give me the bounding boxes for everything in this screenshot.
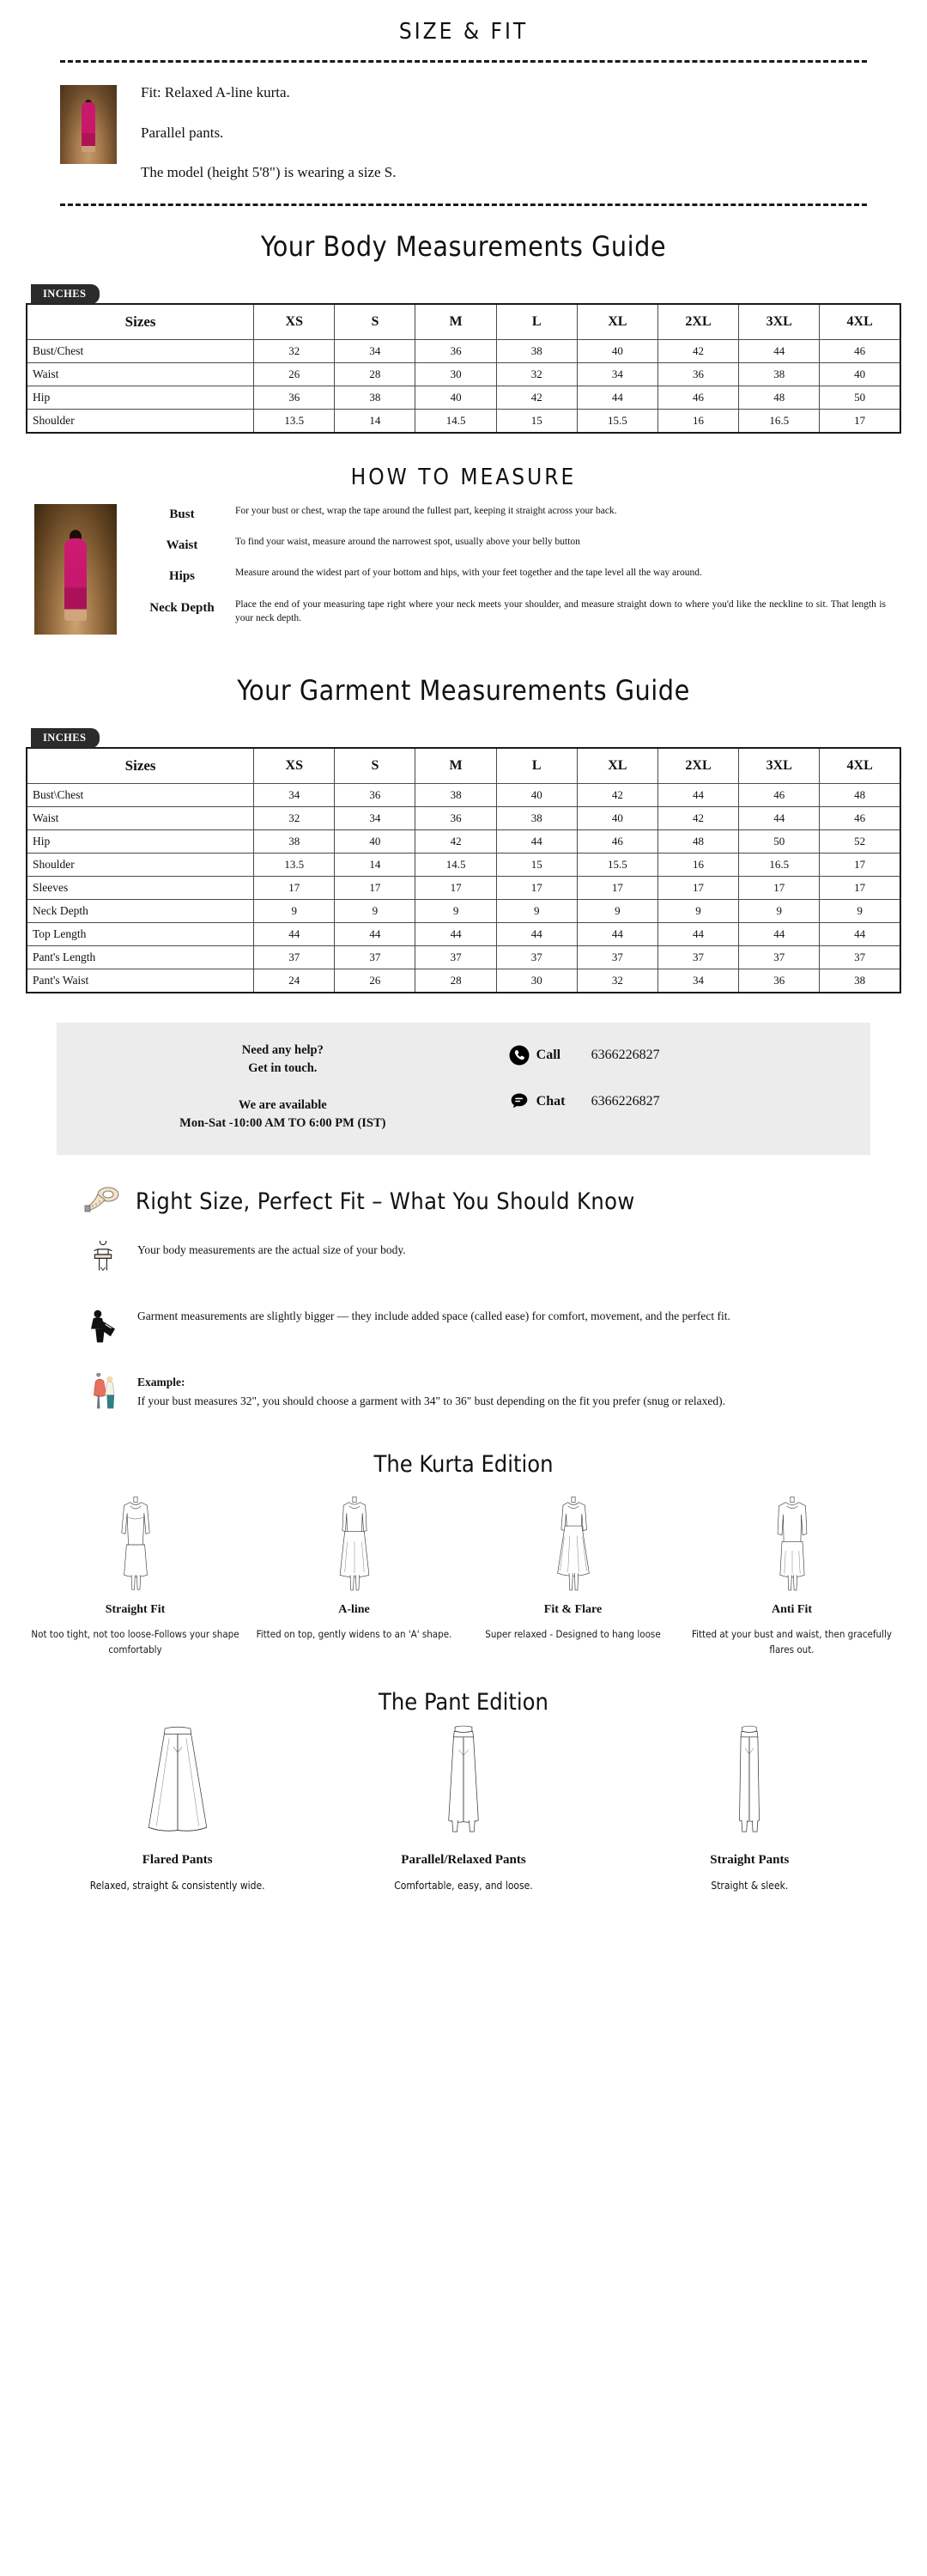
cell: 46 (577, 830, 657, 854)
measure-description: For your bust or chest, wrap the tape around the fullest part, keeping it straight across your back. (235, 506, 617, 517)
cell: 42 (657, 340, 738, 363)
phone-icon (509, 1045, 530, 1066)
cell: 14 (335, 854, 415, 877)
cell: 9 (577, 900, 657, 923)
call-contact-item[interactable] (509, 1045, 870, 1066)
kurta-desc: Fitted at your bust and waist, then gracefully flares out. (692, 1628, 892, 1656)
know-section-header (0, 1155, 927, 1218)
cell: 37 (496, 946, 577, 969)
cell: 9 (496, 900, 577, 923)
cell: 46 (657, 386, 738, 410)
table-row (27, 807, 900, 830)
kurta-name: Fit & Flare (543, 1603, 603, 1617)
cell: 44 (496, 830, 577, 854)
know-point-2-text: Garment measurements are slightly bigger — they include added space (called ease) for comfort, movement, and the perfect fit. (137, 1309, 730, 1323)
cell: 46 (739, 784, 820, 807)
help-line-2: Get in touch. (248, 1061, 318, 1076)
col-header-3xl: 3XL (739, 748, 820, 784)
cell: 36 (739, 969, 820, 993)
body-measure-icon (82, 1241, 124, 1285)
table-header-row (27, 304, 900, 340)
cell: 42 (496, 386, 577, 410)
cell: 36 (415, 807, 496, 830)
body-guide-title: Your Body Measurements Guide (260, 230, 667, 264)
kurta-edition-grid (0, 1492, 927, 1658)
garment-guide-title: Your Garment Measurements Guide (237, 674, 690, 708)
cell: 26 (254, 363, 335, 386)
cell: 44 (254, 923, 335, 946)
kurta-name: Anti Fit (771, 1603, 813, 1617)
pant-name: Parallel/Relaxed Pants (401, 1852, 526, 1867)
fit-description-list (117, 85, 397, 181)
row-label: Waist (27, 363, 254, 386)
chat-contact-item[interactable] (509, 1091, 870, 1112)
cell: 44 (657, 784, 738, 807)
row-label: Shoulder (27, 410, 254, 434)
cell: 37 (820, 946, 900, 969)
cell: 17 (820, 410, 900, 434)
pant-name: Straight Pants (710, 1852, 790, 1867)
table-row (27, 340, 900, 363)
cell: 16 (657, 854, 738, 877)
measure-term: Hips (168, 569, 195, 584)
call-label: Call (536, 1048, 561, 1063)
cell: 15 (496, 854, 577, 877)
kurta-desc: Super relaxed - Designed to hang loose (485, 1628, 661, 1641)
cell: 17 (657, 877, 738, 900)
col-header-sizes: Sizes (27, 304, 254, 340)
cell: 37 (415, 946, 496, 969)
cell: 34 (335, 340, 415, 363)
measure-item (139, 535, 893, 552)
chat-number[interactable]: 6366226827 (591, 1094, 660, 1109)
fit-line-3: The model (height 5'8") is wearing a size S. (141, 164, 397, 181)
table-row (27, 946, 900, 969)
row-label: Hip (27, 386, 254, 410)
table-row (27, 830, 900, 854)
cell: 17 (820, 877, 900, 900)
row-label: Shoulder (27, 854, 254, 877)
measure-item (139, 504, 893, 521)
kurta-name: Straight Fit (105, 1603, 166, 1617)
cell: 40 (335, 830, 415, 854)
col-header-s: S (335, 304, 415, 340)
cell: 13.5 (254, 410, 335, 434)
garment-table-body (27, 784, 900, 993)
cell: 40 (496, 784, 577, 807)
page-title: SIZE & FIT (398, 19, 529, 45)
cell: 44 (739, 807, 820, 830)
anti-fit-illustration (688, 1492, 896, 1596)
cell: 17 (415, 877, 496, 900)
cell: 13.5 (254, 854, 335, 877)
flared-pants-illustration (43, 1724, 312, 1844)
know-point-2-row (0, 1307, 927, 1351)
straight-fit-illustration (31, 1492, 239, 1596)
col-header-l: L (496, 304, 577, 340)
table-row (27, 900, 900, 923)
table-row (27, 969, 900, 993)
kurta-desc: Fitted on top, gently widens to an 'A' shape. (256, 1628, 452, 1641)
table-header-row (27, 748, 900, 784)
cell: 36 (335, 784, 415, 807)
cell: 34 (577, 363, 657, 386)
contact-text-column (57, 1042, 509, 1133)
know-point-1-row (0, 1241, 927, 1285)
table-row (27, 363, 900, 386)
contact-actions-column (509, 1042, 870, 1133)
cell: 40 (820, 363, 900, 386)
tailor-sewing-icon (82, 1307, 124, 1351)
kurta-card-anti-fit (682, 1492, 901, 1658)
pant-desc: Comfortable, easy, and loose. (394, 1879, 533, 1892)
chat-label: Chat (536, 1094, 566, 1109)
cell: 16 (657, 410, 738, 434)
cell: 44 (739, 340, 820, 363)
col-header-xs: XS (254, 304, 335, 340)
col-header-2xl: 2XL (657, 748, 738, 784)
cell: 14.5 (415, 854, 496, 877)
row-label: Hip (27, 830, 254, 854)
cell: 52 (820, 830, 900, 854)
model-thumbnail-image (60, 85, 117, 164)
cell: 26 (335, 969, 415, 993)
table-row (27, 386, 900, 410)
measure-item (139, 598, 893, 626)
cell: 9 (820, 900, 900, 923)
cell: 44 (820, 923, 900, 946)
table-row (27, 877, 900, 900)
body-table-body (27, 340, 900, 434)
kurta-desc: Not too tight, not too loose-Follows your shape comfortably (31, 1628, 239, 1656)
cell: 44 (496, 923, 577, 946)
available-line-1: We are available (238, 1098, 327, 1113)
fit-line-2: Parallel pants. (141, 124, 224, 141)
col-header-4xl: 4XL (820, 304, 900, 340)
cell: 17 (335, 877, 415, 900)
cell: 16.5 (739, 854, 820, 877)
available-line-2: Mon-Sat -10:00 AM TO 6:00 PM (IST) (179, 1116, 386, 1131)
pant-edition-title: The Pant Edition (379, 1688, 548, 1716)
col-header-2xl: 2XL (657, 304, 738, 340)
cell: 28 (415, 969, 496, 993)
know-example-text (124, 1373, 870, 1410)
how-to-measure-block (0, 490, 927, 635)
call-number[interactable]: 6366226827 (591, 1048, 660, 1063)
kurta-name: A-line (338, 1603, 370, 1617)
cell: 34 (254, 784, 335, 807)
cell: 28 (335, 363, 415, 386)
cell: 17 (739, 877, 820, 900)
pant-desc: Straight & sleek. (711, 1879, 789, 1892)
col-header-xl: XL (577, 748, 657, 784)
cell: 17 (254, 877, 335, 900)
contact-panel (57, 1023, 870, 1155)
cell: 9 (335, 900, 415, 923)
cell: 17 (496, 877, 577, 900)
cell: 9 (254, 900, 335, 923)
cell: 9 (739, 900, 820, 923)
chat-icon (509, 1091, 530, 1112)
cell: 38 (335, 386, 415, 410)
col-header-xs: XS (254, 748, 335, 784)
help-group (57, 1042, 509, 1078)
measure-items-list (117, 504, 893, 635)
cell: 36 (657, 363, 738, 386)
cell: 30 (496, 969, 577, 993)
cell: 15.5 (577, 410, 657, 434)
row-label: Bust/Chest (27, 340, 254, 363)
garment-guide-table-wrap (0, 727, 927, 993)
cell: 38 (739, 363, 820, 386)
know-title: Right Size, Perfect Fit – What You Should Know (136, 1188, 635, 1215)
cell: 17 (820, 854, 900, 877)
measure-model-image (34, 504, 117, 635)
cell: 14.5 (415, 410, 496, 434)
cell: 48 (657, 830, 738, 854)
cell: 34 (657, 969, 738, 993)
row-label: Bust\Chest (27, 784, 254, 807)
col-header-s: S (335, 748, 415, 784)
cell: 48 (820, 784, 900, 807)
fit-intro-block (0, 63, 927, 181)
cell: 38 (415, 784, 496, 807)
cell: 34 (335, 807, 415, 830)
cell: 42 (657, 807, 738, 830)
measure-term: Waist (166, 538, 198, 553)
cell: 32 (496, 363, 577, 386)
pant-card-straight (607, 1724, 893, 1894)
cell: 36 (254, 386, 335, 410)
cell: 44 (739, 923, 820, 946)
cell: 37 (577, 946, 657, 969)
cell: 17 (577, 877, 657, 900)
cell: 9 (415, 900, 496, 923)
help-line-1: Need any help? (241, 1043, 324, 1058)
cell: 46 (820, 340, 900, 363)
cell: 50 (820, 386, 900, 410)
table-row (27, 410, 900, 434)
row-label: Waist (27, 807, 254, 830)
cell: 44 (577, 386, 657, 410)
col-header-m: M (415, 748, 496, 784)
cell: 40 (577, 340, 657, 363)
table-row (27, 923, 900, 946)
col-header-3xl: 3XL (739, 304, 820, 340)
cell: 14 (335, 410, 415, 434)
cell: 36 (415, 340, 496, 363)
know-example-row (0, 1373, 927, 1417)
table-row (27, 854, 900, 877)
fit-and-flare-illustration (469, 1492, 677, 1596)
cell: 30 (415, 363, 496, 386)
col-header-4xl: 4XL (820, 748, 900, 784)
measure-description: Place the end of your measuring tape right where your neck meets your shoulder, and measure straight down to where you'd like the neckline to sit. That length is your neck depth. (235, 598, 886, 624)
measure-description: To find your waist, measure around the narrowest spot, usually above your belly button (235, 537, 580, 548)
kurta-card-straight-fit (26, 1492, 245, 1658)
measuring-tape-icon (82, 1184, 124, 1218)
cell: 44 (335, 923, 415, 946)
cell: 9 (657, 900, 738, 923)
table-row (27, 784, 900, 807)
cell: 40 (577, 807, 657, 830)
fit-line-1: Fit: Relaxed A-line kurta. (141, 84, 290, 100)
cell: 44 (415, 923, 496, 946)
pant-name: Flared Pants (142, 1852, 213, 1867)
model-body-shape (64, 538, 87, 621)
body-measurements-table (26, 303, 901, 434)
cell: 32 (577, 969, 657, 993)
col-header-sizes: Sizes (27, 748, 254, 784)
cell: 32 (254, 807, 335, 830)
cell: 50 (739, 830, 820, 854)
example-body: If your bust measures 32", you should choose a garment with 34" to 36" bust depending on the fit you prefer (snug or relaxed). (137, 1394, 726, 1407)
measure-term: Bust (169, 507, 195, 522)
cell: 16.5 (739, 410, 820, 434)
cell: 42 (415, 830, 496, 854)
cell: 37 (254, 946, 335, 969)
col-header-l: L (496, 748, 577, 784)
row-label: Pant's Length (27, 946, 254, 969)
model-body-shape (82, 102, 95, 152)
cell: 38 (254, 830, 335, 854)
body-unit-badge: INCHES (31, 284, 100, 304)
row-label: Pant's Waist (27, 969, 254, 993)
pant-card-flared (34, 1724, 320, 1894)
kurta-card-a-line (245, 1492, 464, 1658)
row-label: Sleeves (27, 877, 254, 900)
pant-edition-grid (0, 1724, 927, 1894)
pant-desc: Relaxed, straight & consistently wide. (89, 1879, 265, 1892)
cell: 44 (657, 923, 738, 946)
row-label: Top Length (27, 923, 254, 946)
cell: 37 (739, 946, 820, 969)
measure-item (139, 566, 893, 583)
cell: 48 (739, 386, 820, 410)
row-label: Neck Depth (27, 900, 254, 923)
cell: 38 (496, 807, 577, 830)
kurta-edition-title: The Kurta Edition (373, 1451, 554, 1479)
measure-term: Neck Depth (149, 600, 215, 615)
how-to-measure-title: HOW TO MEASURE (350, 465, 577, 491)
body-guide-table-wrap (0, 283, 927, 434)
pant-card-parallel-relaxed (320, 1724, 606, 1894)
example-label: Example: (137, 1376, 185, 1389)
parallel-pants-illustration (329, 1724, 597, 1844)
straight-pants-illustration (615, 1724, 884, 1844)
cell: 15.5 (577, 854, 657, 877)
know-point-1-text: Your body measurements are the actual size of your body. (137, 1243, 406, 1257)
a-line-illustration (250, 1492, 458, 1596)
cell: 46 (820, 807, 900, 830)
measure-description: Measure around the widest part of your bottom and hips, with your feet together and the tape level all the way around. (235, 568, 702, 579)
garment-measurements-table (26, 747, 901, 993)
cell: 15 (496, 410, 577, 434)
garment-unit-badge: INCHES (31, 728, 100, 748)
cell: 32 (254, 340, 335, 363)
cell: 37 (657, 946, 738, 969)
kurta-card-fit-and-flare (464, 1492, 682, 1658)
cell: 24 (254, 969, 335, 993)
availability-group (57, 1097, 509, 1133)
dress-form-icon (82, 1373, 124, 1417)
col-header-m: M (415, 304, 496, 340)
col-header-xl: XL (577, 304, 657, 340)
cell: 40 (415, 386, 496, 410)
cell: 38 (820, 969, 900, 993)
cell: 44 (577, 923, 657, 946)
cell: 42 (577, 784, 657, 807)
cell: 38 (496, 340, 577, 363)
cell: 37 (335, 946, 415, 969)
